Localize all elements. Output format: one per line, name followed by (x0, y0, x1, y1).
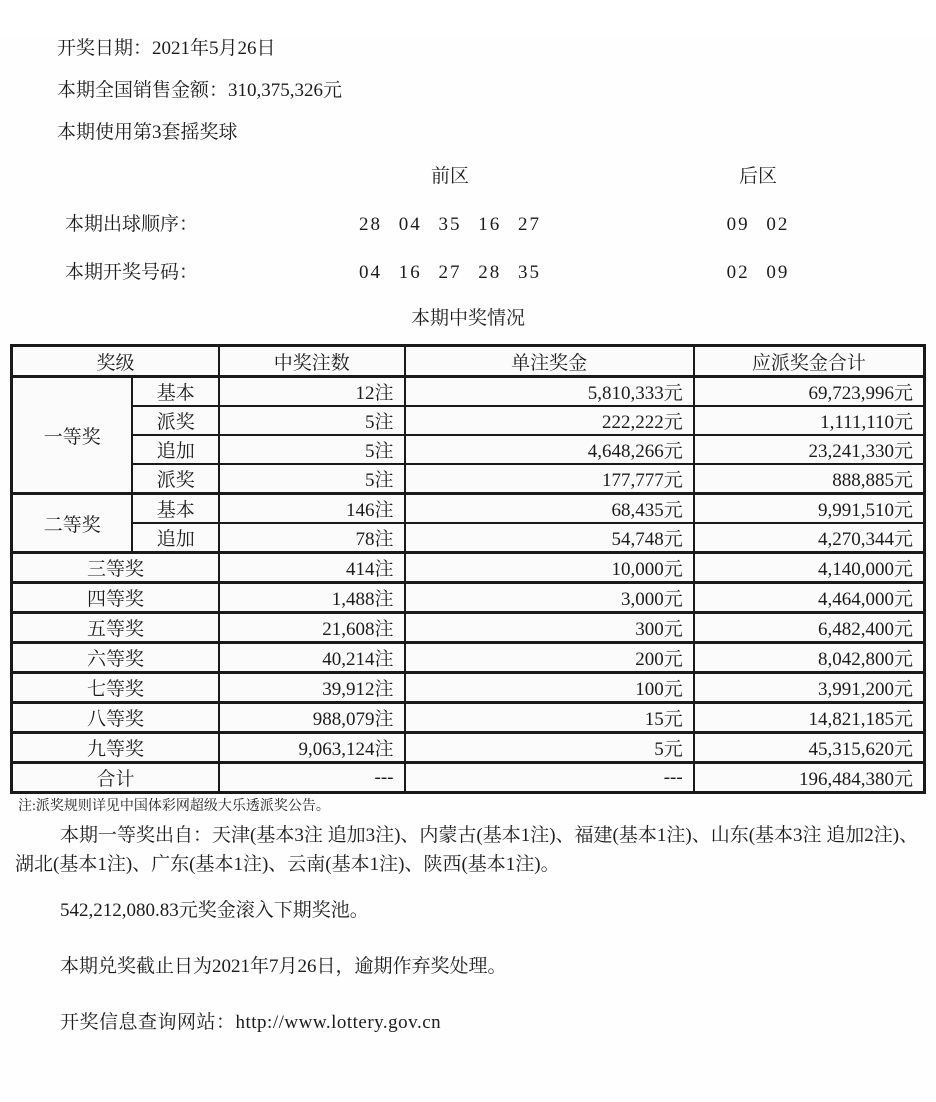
table-row (12, 435, 925, 464)
table-row (12, 406, 925, 435)
table-row (12, 703, 925, 733)
prize-cell: 100元 (405, 673, 694, 703)
prize-cell: --- (405, 763, 694, 793)
prize-level-cell: 九等奖 (12, 733, 220, 763)
table-row (12, 494, 925, 524)
prize-cell: 200元 (405, 643, 694, 673)
total-cell: 14,821,185元 (694, 703, 925, 733)
total-row (12, 763, 925, 793)
first-prize-origin-paragraph: 本期一等奖出自：天津(基本3注 追加3注)、内蒙古(基本1注)、福建(基本1注)、山东(基本3注 追加2注)、湖北(基本1注)、广东(基本1注)、云南(基本1注)、陕西(基本1注)。 (15, 825, 919, 875)
total-cell: 69,723,996元 (694, 377, 925, 407)
table-row (12, 464, 925, 494)
sub-type-cell: 基本 (132, 494, 219, 524)
prize-cell: 222,222元 (405, 406, 694, 435)
total-cell: 9,991,510元 (694, 494, 925, 524)
count-cell: 12注 (219, 377, 404, 407)
prize-level-cell: 合计 (12, 763, 220, 793)
zone-header-spacer (10, 166, 280, 188)
count-cell: 146注 (219, 494, 404, 524)
rule-note: 注:派奖规则详见中国体彩网超级大乐透派奖公告。 (18, 799, 330, 814)
table-row (12, 523, 925, 553)
count-cell: 78注 (219, 523, 404, 553)
prize-level-cell: 一等奖 (12, 377, 133, 494)
total-cell: 4,270,344元 (694, 523, 925, 553)
count-cell: 5注 (219, 435, 404, 464)
table-row (12, 583, 925, 613)
draw-order-row (10, 214, 926, 236)
total-cell: 23,241,330元 (694, 435, 925, 464)
prize-cell: 300元 (405, 613, 694, 643)
prize-cell: 3,000元 (405, 583, 694, 613)
total-cell: 3,991,200元 (694, 673, 925, 703)
total-cell: 4,464,000元 (694, 583, 925, 613)
prize-cell: 5,810,333元 (405, 377, 694, 407)
sub-type-cell: 派奖 (132, 464, 219, 494)
prize-cell: 177,777元 (405, 464, 694, 494)
prize-cell: 5元 (405, 733, 694, 763)
winning-numbers-row (10, 262, 926, 284)
prize-table-header-row (12, 346, 925, 377)
column-header-total: 应派奖金合计 (694, 346, 925, 377)
table-row (12, 733, 925, 763)
count-cell: 414注 (219, 553, 404, 583)
sales-amount-line: 本期全国销售金额：310,375,326元 (57, 80, 343, 101)
count-cell: 5注 (219, 464, 404, 494)
total-cell: 6,482,400元 (694, 613, 925, 643)
sub-type-cell: 派奖 (132, 406, 219, 435)
column-header-prize: 单注奖金 (405, 346, 694, 377)
draw-order-label: 本期出球顺序： (65, 214, 199, 235)
prize-level-cell: 八等奖 (12, 703, 220, 733)
prize-cell: 10,000元 (405, 553, 694, 583)
column-header-count: 中奖注数 (219, 346, 404, 377)
count-cell: 40,214注 (219, 643, 404, 673)
table-row (12, 613, 925, 643)
prize-table-title: 本期中奖情况 (410, 308, 525, 329)
draw-order-front-numbers: 28 04 35 16 27 (359, 214, 541, 235)
winning-front-numbers: 04 16 27 28 35 (359, 262, 541, 283)
draw-date-line: 开奖日期：2021年5月26日 (57, 38, 276, 59)
count-cell: 1,488注 (219, 583, 404, 613)
prize-level-cell: 五等奖 (12, 613, 220, 643)
sub-type-cell: 基本 (132, 377, 219, 407)
winning-back-numbers: 02 09 (726, 262, 790, 283)
total-cell: 1,111,110元 (694, 406, 925, 435)
rollover-line: 542,212,080.83元奖金滚入下期奖池。 (60, 900, 369, 921)
prize-level-cell: 四等奖 (12, 583, 220, 613)
count-cell: 988,079注 (219, 703, 404, 733)
count-cell: 9,063,124注 (219, 733, 404, 763)
sub-type-cell: 追加 (132, 523, 219, 553)
prize-level-cell: 三等奖 (12, 553, 220, 583)
total-cell: 196,484,380元 (694, 763, 925, 793)
table-row (12, 643, 925, 673)
prize-cell: 4,648,266元 (405, 435, 694, 464)
prize-table (10, 344, 926, 794)
count-cell: --- (219, 763, 404, 793)
table-row (12, 377, 925, 407)
sub-type-cell: 追加 (132, 435, 219, 464)
query-website-line: 开奖信息查询网站：http://www.lottery.gov.cn (60, 1012, 442, 1033)
zone-header-row (10, 166, 926, 188)
count-cell: 39,912注 (219, 673, 404, 703)
prize-cell: 68,435元 (405, 494, 694, 524)
count-cell: 21,608注 (219, 613, 404, 643)
prize-level-cell: 七等奖 (12, 673, 220, 703)
table-row (12, 553, 925, 583)
prize-level-cell: 六等奖 (12, 643, 220, 673)
total-cell: 888,885元 (694, 464, 925, 494)
lottery-results-document (0, 38, 936, 1102)
ball-set-line: 本期使用第3套摇奖球 (57, 122, 238, 143)
count-cell: 5注 (219, 406, 404, 435)
table-row (12, 673, 925, 703)
prize-cell: 54,748元 (405, 523, 694, 553)
front-zone-label: 前区 (430, 166, 469, 187)
back-zone-label: 后区 (738, 166, 777, 187)
total-cell: 45,315,620元 (694, 733, 925, 763)
draw-order-back-numbers: 09 02 (726, 214, 790, 235)
total-cell: 8,042,800元 (694, 643, 925, 673)
redeem-deadline-line: 本期兑奖截止日为2021年7月26日，逾期作弃奖处理。 (60, 956, 507, 977)
column-header-level: 奖级 (12, 346, 220, 377)
winning-numbers-label: 本期开奖号码： (65, 262, 199, 283)
prize-level-cell: 二等奖 (12, 494, 133, 553)
total-cell: 4,140,000元 (694, 553, 925, 583)
prize-cell: 15元 (405, 703, 694, 733)
